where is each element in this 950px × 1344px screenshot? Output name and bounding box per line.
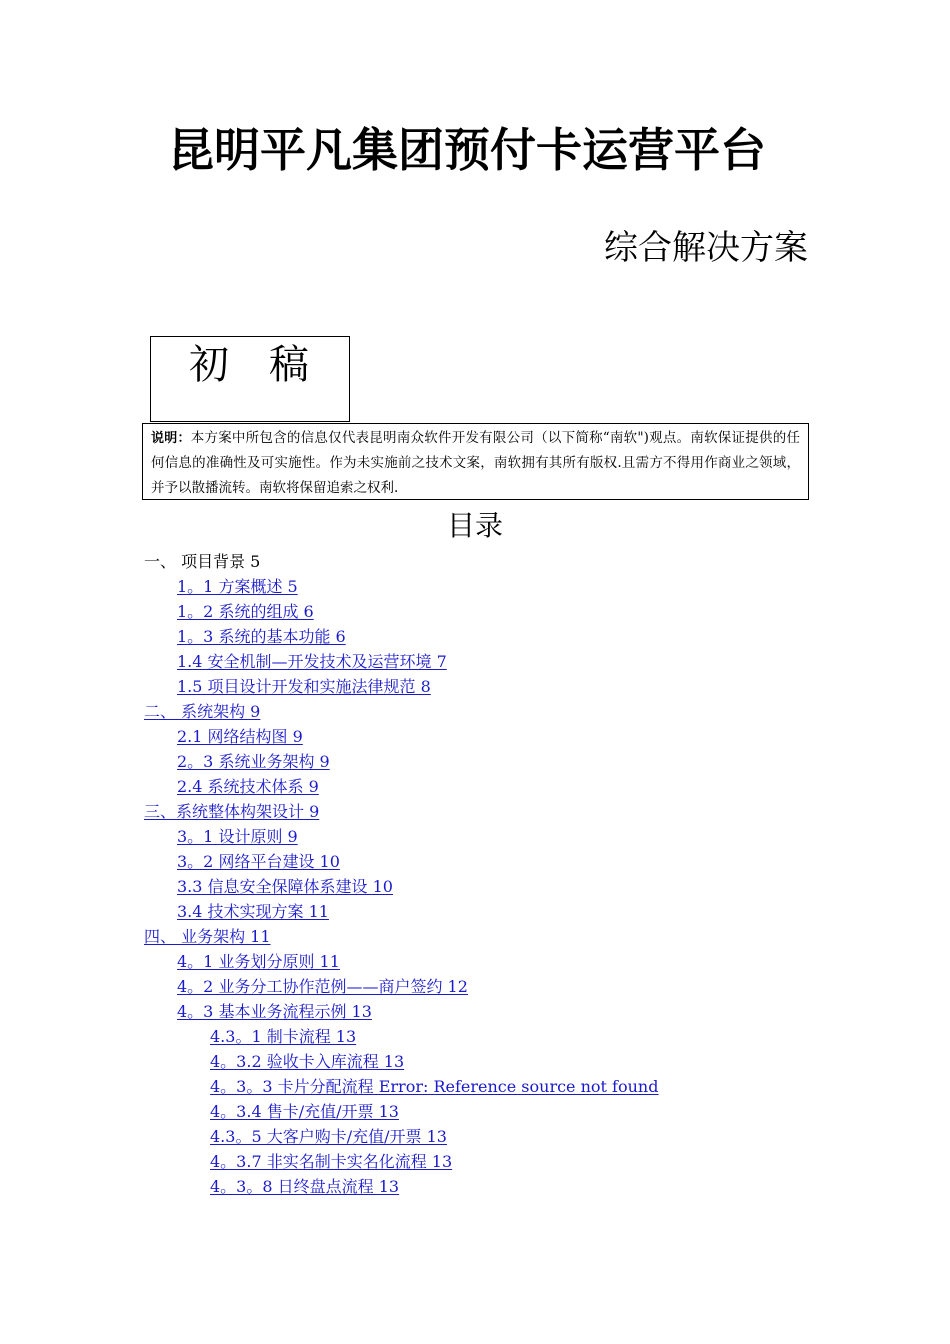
toc-link[interactable]: 4。2 业务分工协作范例——商户签约 12 <box>177 977 468 996</box>
toc-link[interactable]: 4。3.7 非实名制卡实名化流程 13 <box>210 1152 453 1171</box>
toc-entry <box>0 824 950 849</box>
toc-entry <box>0 799 950 824</box>
disclaimer-box <box>142 423 809 500</box>
toc-entry <box>0 1024 950 1049</box>
toc-entry <box>0 1149 950 1174</box>
document-title: 昆明平凡集团预付卡运营平台 <box>168 123 766 177</box>
toc-entry <box>0 924 950 949</box>
toc-entry <box>0 999 950 1024</box>
toc-link[interactable]: 4。3.2 验收卡入库流程 13 <box>210 1052 405 1071</box>
toc-entry <box>0 1099 950 1124</box>
toc-link[interactable]: 四、 业务架构 11 <box>144 927 271 946</box>
toc-entry <box>0 974 950 999</box>
toc-entry <box>0 574 950 599</box>
toc-link[interactable]: 3.4 技术实现方案 11 <box>177 902 329 921</box>
disclaimer-text: 本方案中所包含的信息仅代表昆明南众软件开发有限公司（以下简称“南软")观点。南软保证提供的任何信息的准确性及可实施性。作为未实施前之技术文案，南软拥有其所有版权.且需方不得用作商业之领域，并予以散播流转。南软将保留追索之权利. <box>151 430 800 496</box>
draft-label: 初稿 <box>189 342 349 388</box>
toc-entry <box>0 649 950 674</box>
toc-entry <box>0 1049 950 1074</box>
toc-entry <box>0 949 950 974</box>
toc-link[interactable]: 3。1 设计原则 9 <box>177 827 298 846</box>
toc-link[interactable]: 2.1 网络结构图 9 <box>177 727 303 746</box>
toc-link[interactable]: 4。3。8 日终盘点流程 13 <box>210 1177 400 1196</box>
toc-link[interactable]: 4。3。3 卡片分配流程 Error: Reference source not found <box>210 1077 659 1096</box>
toc-entry <box>0 899 950 924</box>
toc-link[interactable]: 4。3.4 售卡/充值/开票 13 <box>210 1102 399 1121</box>
toc-entry <box>0 549 950 574</box>
toc-entry <box>0 1124 950 1149</box>
document-subtitle: 综合解决方案 <box>604 228 808 268</box>
toc-entry <box>0 599 950 624</box>
draft-stamp-box <box>150 336 350 422</box>
toc-entry <box>0 699 950 724</box>
toc-entry <box>0 749 950 774</box>
toc-entry <box>0 624 950 649</box>
toc-link[interactable]: 1.5 项目设计开发和实施法律规范 8 <box>177 677 431 696</box>
table-of-contents <box>0 549 950 1199</box>
toc-link[interactable]: 1。3 系统的基本功能 6 <box>177 627 346 646</box>
toc-link[interactable]: 三、系统整体构架设计 9 <box>144 802 320 821</box>
disclaimer-label: 说明： <box>151 431 191 446</box>
toc-entry <box>0 1074 950 1099</box>
toc-link[interactable]: 2。3 系统业务架构 9 <box>177 752 330 771</box>
toc-link[interactable]: 1。2 系统的组成 6 <box>177 602 314 621</box>
toc-entry <box>0 674 950 699</box>
toc-link[interactable]: 1。1 方案概述 5 <box>177 577 298 596</box>
toc-link[interactable]: 二、 系统架构 9 <box>144 702 261 721</box>
toc-link[interactable]: 1.4 安全机制—开发技术及运营环境 7 <box>177 652 447 671</box>
toc-entry <box>0 1174 950 1199</box>
toc-heading: 目录 <box>446 509 503 542</box>
toc-entry <box>0 774 950 799</box>
toc-link[interactable]: 4。1 业务划分原则 11 <box>177 952 340 971</box>
toc-link[interactable]: 3.3 信息安全保障体系建设 10 <box>177 877 393 896</box>
toc-entry <box>0 724 950 749</box>
toc-link[interactable]: 4.3。1 制卡流程 13 <box>210 1027 357 1046</box>
toc-link[interactable]: 4。3 基本业务流程示例 13 <box>177 1002 372 1021</box>
toc-link[interactable]: 4.3。5 大客户购卡/充值/开票 13 <box>210 1127 447 1146</box>
toc-entry <box>0 874 950 899</box>
toc-entry <box>0 849 950 874</box>
toc-link[interactable]: 2.4 系统技术体系 9 <box>177 777 319 796</box>
toc-entry-text: 一、 项目背景 5 <box>144 552 261 571</box>
toc-link[interactable]: 3。2 网络平台建设 10 <box>177 852 340 871</box>
